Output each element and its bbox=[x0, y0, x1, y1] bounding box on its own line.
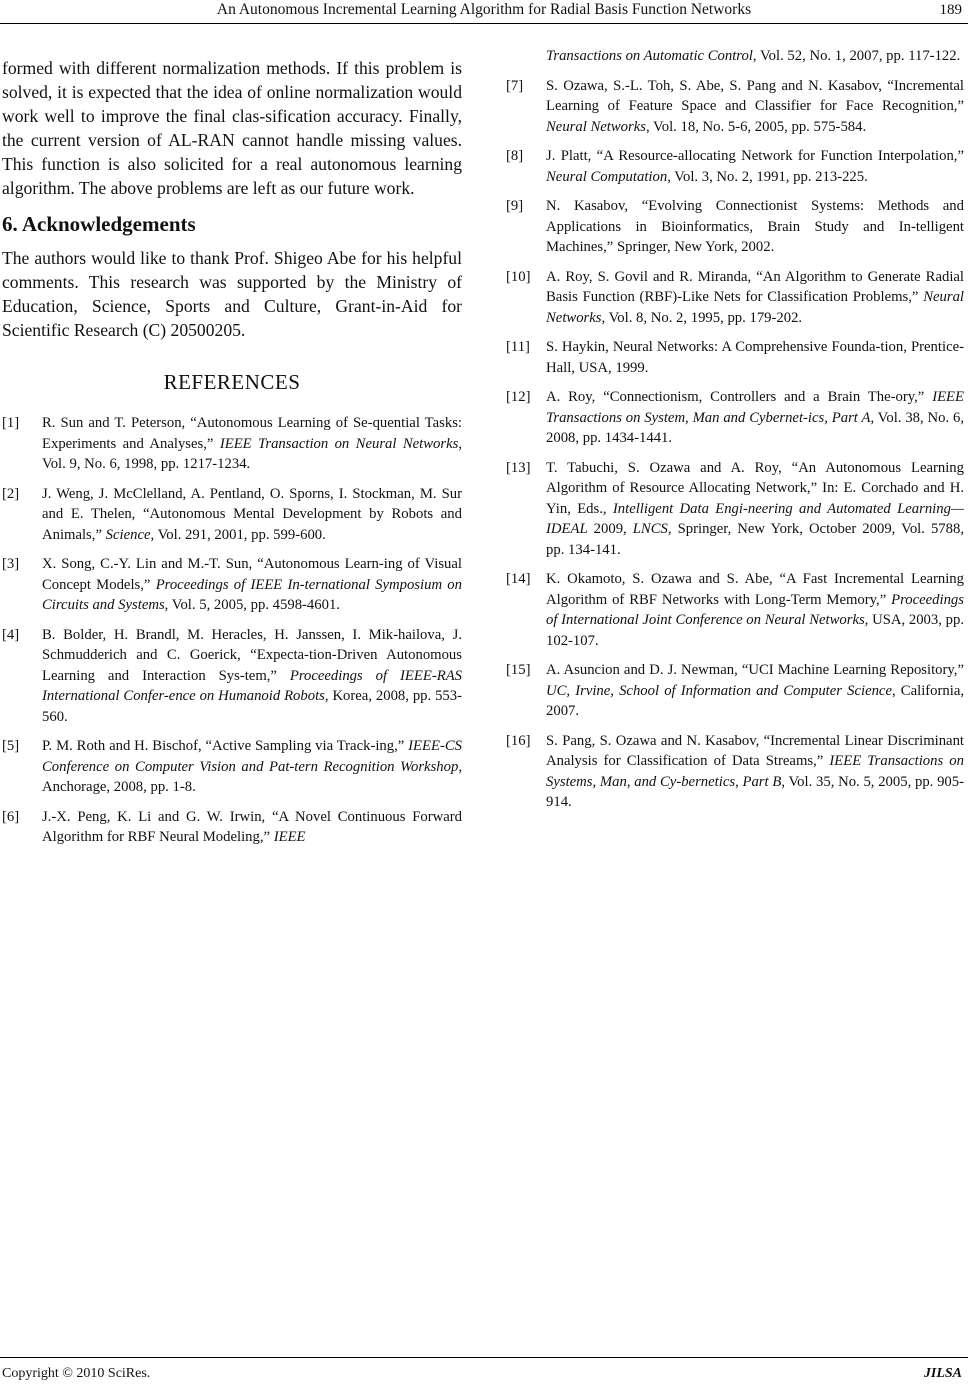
reference-item-16 bbox=[506, 731, 964, 813]
reference-details: , Springer, New York, October 2009, Vol. 5788, pp. 134-141. bbox=[546, 521, 965, 558]
reference-number: [8] bbox=[506, 148, 524, 164]
reference-separator: 2009, bbox=[587, 521, 633, 537]
reference-details: , Vol. 5, 2005, pp. 4598-4601. bbox=[164, 597, 340, 613]
reference-text bbox=[42, 807, 462, 848]
reference-authors-title: J. Weng, J. McClelland, A. Pentland, O. Sporns, I. Stockman, M. Sur and E. Thelen, “Autonomous Mental Development by Robots and Animals,” bbox=[42, 485, 462, 543]
reference-venue: Proceedings of International Joint Conference on Neural Networks bbox=[546, 591, 964, 628]
reference-venue: Proceedings of IEEE In-ternational Symposium on Circuits and Systems bbox=[42, 576, 462, 613]
header-rule bbox=[0, 23, 968, 24]
page-header bbox=[0, 0, 968, 24]
reference-details: , California, 2007. bbox=[546, 682, 965, 719]
reference-item-6 bbox=[2, 807, 462, 848]
reference-venue: Proceedings of IEEE-RAS International Confer-ence on Humanoid Robots bbox=[42, 667, 463, 704]
reference-text bbox=[546, 46, 964, 67]
reference-item-7 bbox=[506, 76, 964, 138]
reference-item-4 bbox=[2, 625, 462, 728]
reference-number: [3] bbox=[2, 556, 20, 572]
reference-number: [12] bbox=[506, 389, 531, 405]
reference-venue: Science bbox=[105, 526, 151, 543]
reference-text bbox=[546, 267, 964, 329]
intro-paragraph: formed with different normalization methods. If this problem is solved, it is expected that the idea of online normalization would work well to improve the final clas-sification accuracy. Finally, the current version of AL-RAN cannot handle missing values. This function is also solicited for a real autonomous learning algorithm. The above problems are left as our future work. bbox=[2, 58, 462, 198]
reference-authors-title: A. Roy, S. Govil and R. Miranda, “An Algorithm to Generate Radial Basis Function (RBF)-Like Nets for Classification Problems,” bbox=[546, 268, 964, 305]
reference-number: [10] bbox=[506, 268, 531, 285]
page-footer bbox=[0, 1357, 968, 1385]
reference-authors-title: R. Sun and T. Peterson, “Autonomous Learning of Se-quential Tasks: Experiments and Analyses,” bbox=[42, 415, 462, 452]
reference-venue: IEEE bbox=[273, 829, 306, 845]
reference-number: [11] bbox=[506, 339, 530, 355]
reference-item-6-continued bbox=[506, 46, 964, 67]
reference-details: , Anchorage, 2008, pp. 1-8. bbox=[42, 758, 462, 795]
reference-text bbox=[42, 484, 462, 546]
reference-details: , Vol. 52, No. 1, 2007, pp. 117-122. bbox=[752, 48, 961, 64]
reference-authors-title: N. Kasabov, “Evolving Connectionist Systems: Methods and Applications in Bioinformatics, Brain Study and In-telligent Machines,” Springer, New York, 2002. bbox=[546, 198, 964, 255]
reference-venue: IEEE Transactions on System, Man and Cybernet-ics bbox=[546, 389, 964, 426]
reference-number: [15] bbox=[506, 662, 531, 678]
reference-item-15 bbox=[506, 660, 964, 722]
reference-text bbox=[546, 76, 964, 138]
reference-authors-title: J. Platt, “A Resource-allocating Network for Function Interpolation,” bbox=[546, 148, 964, 164]
reference-details: , USA, 2003, pp. 102-107. bbox=[546, 612, 964, 649]
reference-venue: UC, Irvine, School of Information and Computer Science bbox=[546, 682, 892, 699]
reference-authors-title: S. Haykin, Neural Networks: A Comprehensive Founda-tion, Prentice-Hall, USA, 1999. bbox=[546, 339, 964, 376]
reference-details: , Vol. 291, 2001, pp. 599-600. bbox=[150, 526, 326, 543]
reference-series: LNCS bbox=[632, 521, 668, 537]
reference-details: , Vol. 35, No. 5, 2005, pp. 905-914. bbox=[546, 773, 965, 810]
reference-text bbox=[546, 569, 964, 651]
reference-item-11 bbox=[506, 337, 964, 378]
reference-venue: IEEE Transaction on Neural Networks bbox=[219, 435, 459, 452]
reference-text bbox=[42, 625, 462, 728]
reference-number: [6] bbox=[2, 808, 20, 825]
reference-authors-title: J.-X. Peng, K. Li and G. W. Irwin, “A Novel Continuous Forward Algorithm for RBF Neural Modeling,” bbox=[42, 808, 462, 845]
reference-details: , Vol. 18, No. 5-6, 2005, pp. 575-584. bbox=[645, 118, 867, 135]
reference-text bbox=[546, 387, 964, 449]
reference-separator: , bbox=[824, 409, 832, 426]
reference-number: [14] bbox=[506, 571, 531, 587]
reference-text bbox=[42, 554, 462, 616]
reference-text bbox=[546, 337, 964, 378]
reference-venue: IEEE Transactions on Systems, Man, and Cy-bernetics bbox=[546, 753, 964, 790]
reference-separator: , bbox=[735, 773, 743, 790]
reference-authors-title: K. Okamoto, S. Ozawa and S. Abe, “A Fast Incremental Learning Algorithm of RBF Networks with Long-Term Memory,” bbox=[546, 571, 964, 608]
footer-rule bbox=[0, 1357, 968, 1358]
reference-venue-part: Part B bbox=[742, 773, 782, 790]
reference-item-3 bbox=[2, 554, 462, 616]
reference-venue: Neural Networks bbox=[546, 289, 964, 326]
reference-details: , Korea, 2008, pp. 553-560. bbox=[42, 688, 462, 725]
reference-text bbox=[42, 736, 462, 798]
reference-details: , Vol. 9, No. 6, 1998, pp. 1217-1234. bbox=[42, 435, 463, 472]
reference-item-10 bbox=[506, 267, 964, 329]
left-column bbox=[2, 56, 462, 857]
reference-venue: Neural Computation bbox=[546, 168, 668, 185]
right-column bbox=[506, 46, 964, 822]
reference-authors-title: P. M. Roth and H. Bischof, “Active Sampling via Track-ing,” bbox=[42, 738, 409, 754]
reference-number: [2] bbox=[2, 485, 20, 502]
reference-venue-part: Part A bbox=[831, 409, 871, 426]
acknowledgements-heading: 6. Acknowledgements bbox=[2, 212, 196, 236]
reference-number: [9] bbox=[506, 198, 524, 214]
reference-authors-title: S. Pang, S. Ozawa and N. Kasabov, “Incremental Linear Discriminant Analysis for Classification of Data Streams,” bbox=[546, 732, 964, 769]
reference-number: [13] bbox=[506, 459, 531, 476]
reference-authors-title: A. Roy, “Connectionism, Controllers and a Brain The-ory,” bbox=[546, 389, 933, 405]
reference-item-2 bbox=[2, 484, 462, 546]
reference-details: , Vol. 38, No. 6, 2008, pp. 1434-1441. bbox=[546, 409, 965, 446]
reference-text bbox=[42, 413, 462, 475]
reference-number: [5] bbox=[2, 738, 20, 754]
reference-item-5 bbox=[2, 736, 462, 798]
reference-item-1 bbox=[2, 413, 462, 475]
reference-authors-title: S. Ozawa, S.-L. Toh, S. Abe, S. Pang and N. Kasabov, “Incremental Learning of Feature Space and Classifier for Face Recognition,” bbox=[546, 77, 964, 114]
journal-abbreviation: JILSA bbox=[923, 1366, 962, 1381]
reference-text bbox=[546, 196, 964, 258]
reference-number: [16] bbox=[506, 732, 531, 749]
reference-text bbox=[546, 731, 964, 813]
reference-authors-title: T. Tabuchi, S. Ozawa and A. Roy, “An Autonomous Learning Algorithm of Resource Allocating Network,” In: E. Corchado and H. Yin, Eds., bbox=[546, 459, 964, 517]
references-heading: REFERENCES bbox=[163, 370, 301, 394]
reference-authors-title: B. Bolder, H. Brandl, M. Heracles, H. Janssen, I. Mik-hailova, J. Schmudderich and C. Goerick, “Expecta-tion-Driven Autonomous Learning and Interaction Sys-tem,” bbox=[42, 626, 462, 684]
reference-authors-title: A. Asuncion and D. J. Newman, “UCI Machine Learning Repository,” bbox=[546, 662, 964, 678]
reference-item-8 bbox=[506, 146, 964, 187]
reference-authors-title: X. Song, C.-Y. Lin and M.-T. Sun, “Autonomous Learn-ing of Visual Concept Models,” bbox=[42, 556, 462, 593]
reference-item-14 bbox=[506, 569, 964, 651]
reference-details: , Vol. 8, No. 2, 1995, pp. 179-202. bbox=[601, 309, 803, 326]
reference-item-12 bbox=[506, 387, 964, 449]
running-title: An Autonomous Incremental Learning Algorithm for Radial Basis Function Networks bbox=[216, 1, 752, 18]
reference-item-9 bbox=[506, 196, 964, 258]
reference-venue: Transactions on Automatic Control bbox=[546, 48, 753, 64]
reference-number: [7] bbox=[506, 77, 524, 94]
reference-venue: Neural Networks bbox=[546, 118, 646, 135]
reference-text bbox=[546, 146, 964, 187]
page-number: 189 bbox=[939, 2, 962, 18]
copyright-notice: Copyright © 2010 SciRes. bbox=[2, 1366, 151, 1381]
acknowledgements-paragraph: The authors would like to thank Prof. Shigeo Abe for his helpful comments. This research was supported by the Ministry of Education, Science, Sports and Culture, Grant-in-Aid for Scientific Research (C) 20500205. bbox=[2, 248, 462, 340]
reference-details: , Vol. 3, No. 2, 1991, pp. 213-225. bbox=[667, 168, 868, 185]
reference-text bbox=[546, 458, 964, 561]
reference-number: [1] bbox=[2, 415, 20, 431]
reference-text bbox=[546, 660, 964, 722]
reference-number: [4] bbox=[2, 626, 20, 643]
reference-venue: Intelligent Data Engi-neering and Automated Learning—IDEAL bbox=[546, 500, 964, 537]
reference-venue: IEEE-CS Conference on Computer Vision and Pat-tern Recognition Workshop bbox=[42, 738, 462, 775]
reference-item-13 bbox=[506, 458, 964, 561]
